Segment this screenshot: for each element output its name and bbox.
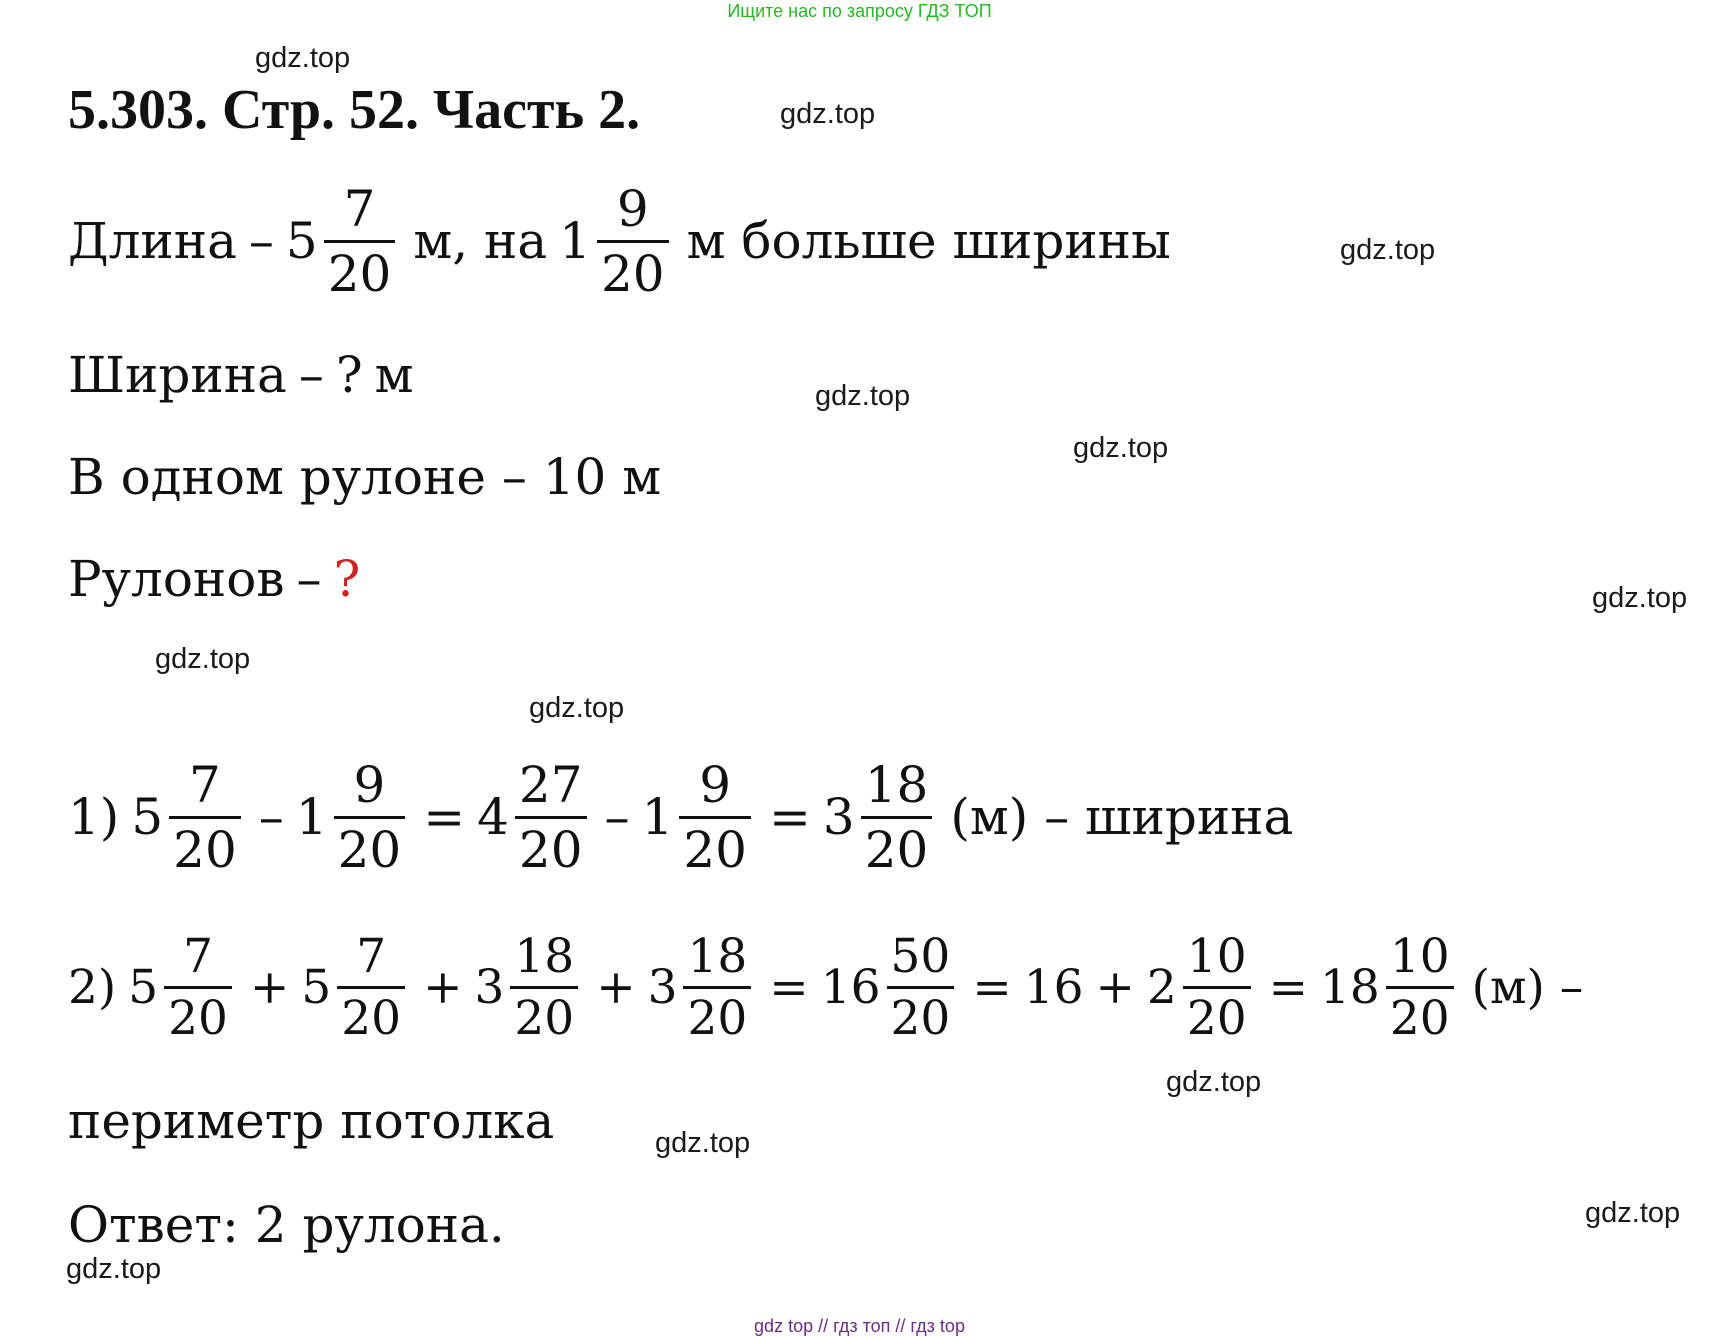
- watermark: gdz.top: [1592, 582, 1688, 614]
- given-rolls-line: Рулонов – ?: [68, 550, 361, 608]
- fraction: $\frac{7}{20}$: [337, 933, 405, 1042]
- watermark: gdz.top: [1073, 432, 1169, 464]
- length-label: Длина: [68, 212, 237, 270]
- watermark: gdz.top: [255, 42, 351, 74]
- footer-note: gdz top // гдз топ // гдз top: [754, 1316, 965, 1336]
- fraction: $\frac{18}{20}$: [683, 933, 751, 1042]
- step-2: 2) 5 $\frac{7}{20}$ + 5 $\frac{7}{20}$ + 3 $\frac{18}{20}$ + 3 $\frac{18}{20}$ = 16 $\frac{50}{20}$ = 16 + 2 $\frac{10}{20}$ = 18 $\frac{10}{20}$ (м) –: [68, 928, 1584, 1046]
- watermark: gdz.top: [529, 692, 625, 724]
- answer: Ответ: 2 рулона.: [68, 1196, 505, 1254]
- watermark: gdz.top: [1340, 234, 1436, 266]
- fraction: $\frac{18}{20}$: [510, 933, 578, 1042]
- watermark: gdz.top: [815, 380, 911, 412]
- fraction: $\frac{9}{20}$: [597, 184, 669, 299]
- watermark: gdz.top: [780, 98, 876, 130]
- given-width-line: Ширина – ? м: [68, 346, 414, 404]
- fraction: $\frac{7}{20}$: [324, 184, 396, 299]
- fraction: $\frac{9}{20}$: [679, 760, 751, 875]
- step-1: 1) 5 $\frac{7}{20}$ – 1 $\frac{9}{20}$ = 4 $\frac{27}{20}$ – 1 $\frac{9}{20}$ = 3 $\frac{18}{20}$ (м) – ширина: [68, 755, 1294, 879]
- watermark: gdz.top: [155, 643, 251, 675]
- fraction: $\frac{10}{20}$: [1386, 933, 1454, 1042]
- watermark: gdz.top: [1585, 1197, 1681, 1229]
- fraction: $\frac{7}{20}$: [164, 933, 232, 1042]
- fraction: $\frac{10}{20}$: [1183, 933, 1251, 1042]
- top-note: Ищите нас по запросу ГДЗ ТОП: [727, 1, 992, 21]
- watermark: gdz.top: [655, 1127, 751, 1159]
- fraction: $\frac{7}{20}$: [169, 760, 241, 875]
- watermark: gdz.top: [66, 1253, 162, 1285]
- watermark: gdz.top: [1166, 1066, 1262, 1098]
- question-mark: ?: [333, 550, 361, 608]
- given-roll-line: В одном рулоне – 10 м: [68, 448, 662, 506]
- page-title: 5.303. Стр. 52. Часть 2.: [68, 79, 641, 141]
- fraction: $\frac{27}{20}$: [515, 760, 587, 875]
- given-length-line: Длина – 5 $\frac{7}{20}$ м, на 1 $\frac{9}{20}$ м больше ширины: [68, 179, 1171, 303]
- fraction: $\frac{50}{20}$: [887, 933, 955, 1042]
- fraction: $\frac{18}{20}$: [861, 760, 933, 875]
- step-2-continuation: периметр потолка: [68, 1092, 555, 1150]
- fraction: $\frac{9}{20}$: [334, 760, 406, 875]
